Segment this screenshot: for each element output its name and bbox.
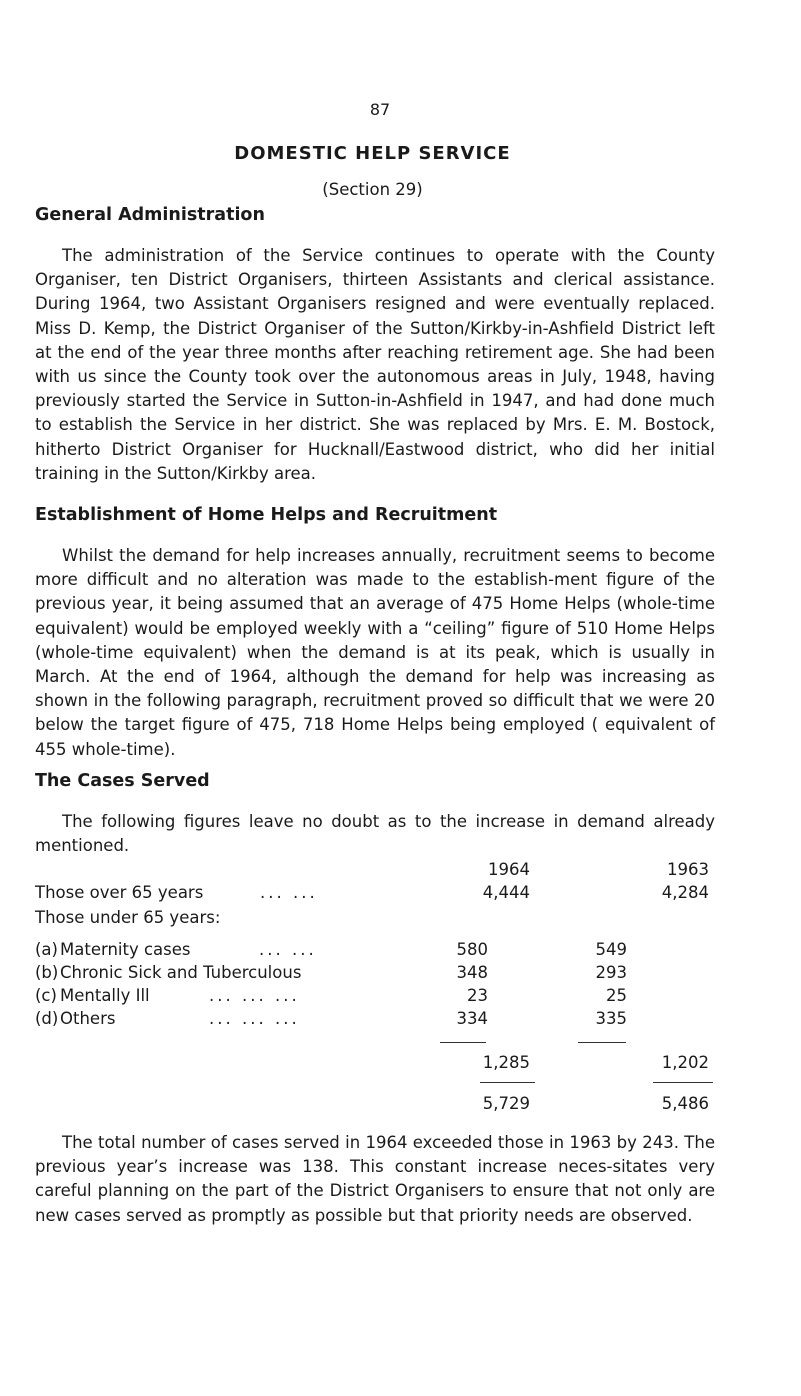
row-letter: (d) <box>35 1009 59 1028</box>
value-1963: 549 <box>595 940 627 959</box>
table-row-over-65 <box>0 883 801 907</box>
row-label: Others <box>60 1009 116 1028</box>
leader-dots: ... ... ... <box>209 1009 300 1028</box>
row-label: Chronic Sick and Tuberculous <box>60 963 302 982</box>
year-1963-header: 1963 <box>667 860 709 879</box>
value-1964: 334 <box>456 1009 488 1028</box>
cases-served-intro: The following figures leave no doubt as to the increase in demand already mentioned. <box>35 812 715 856</box>
subtotal-rule-1964 <box>440 1042 486 1043</box>
row-letter: (b) <box>35 963 59 982</box>
value-1964: 5,729 <box>482 1094 530 1113</box>
value-1964: 348 <box>456 963 488 982</box>
table-row <box>0 1009 801 1033</box>
row-letter: (a) <box>35 940 58 959</box>
value-1963: 1,202 <box>661 1053 709 1072</box>
table-row-under-65-total <box>0 1053 801 1077</box>
establishment-heading: Establishment of Home Helps and Recruitment <box>35 505 498 525</box>
leader-dots: ... ... <box>260 883 318 902</box>
row-label: Those under 65 years: <box>35 908 221 927</box>
value-1963: 4,284 <box>661 883 709 902</box>
row-label: Those over 65 years <box>35 883 204 902</box>
value-1964: 1,285 <box>482 1053 530 1072</box>
cases-served-heading: The Cases Served <box>35 771 210 791</box>
leader-dots: ... ... <box>259 940 317 959</box>
row-letter: (c) <box>35 986 57 1005</box>
subtotal-rule-1963 <box>578 1042 626 1043</box>
value-1964: 23 <box>467 986 488 1005</box>
value-1964: 580 <box>456 940 488 959</box>
general-administration-text: The administration of the Service continues to operate with the County Organiser, ten District Organisers, thirteen Assistants and clerical assistance. During 1964, two Assistant Organisers resigned and were eventually replaced. Miss D. Kemp, the District Organiser of the Sutton/Kirkby-in-Ashfield District left at the end of the year three months after reaching retirement age. She had been with us since the County took over the autonomous areas in July, 1948, having previously started the Service in Sutton-in-Ashfield in 1947, and had done much to establish the Service in her district. She was replaced by Mrs. E. M. Bostock, hitherto District Organiser for Hucknall/Eastwood district, who did her initial training in the Sutton/Kirkby area. <box>35 246 715 483</box>
leader-dots: ... ... ... <box>209 986 300 1005</box>
year-1964-header: 1964 <box>488 860 530 879</box>
table-row <box>0 940 801 964</box>
cases-served-closing: The total number of cases served in 1964 exceeded those in 1963 by 243. The previous year’s increase was 138. This constant increase neces-sitates very careful planning on the part of the District Organisers to ensure that not only are new cases served as promptly as possible but that priority needs are observed. <box>35 1133 715 1225</box>
page-number: 87 <box>369 100 391 119</box>
row-label: Mentally Ill <box>60 986 150 1005</box>
value-1964: 4,444 <box>482 883 530 902</box>
general-administration-heading: General Administration <box>35 205 265 225</box>
total-rule-1964 <box>480 1082 535 1083</box>
total-rule-1963 <box>653 1082 713 1083</box>
row-label: Maternity cases <box>60 940 191 959</box>
page-title: DOMESTIC HELP SERVICE <box>234 143 511 164</box>
table-row-under-65-label <box>0 908 801 932</box>
table-row <box>0 963 801 987</box>
table-row-grand-total <box>0 1094 801 1118</box>
page-subtitle: (Section 29) <box>322 180 423 199</box>
value-1963: 25 <box>606 986 627 1005</box>
value-1963: 5,486 <box>661 1094 709 1113</box>
table-row <box>0 986 801 1010</box>
value-1963: 293 <box>595 963 627 982</box>
establishment-text: Whilst the demand for help increases annually, recruitment seems to become more difficult and no alteration was made to the establish-ment figure of the previous year, it being assumed that an average of 475 Home Helps (whole-time equivalent) would be employed weekly with a “ceiling” figure of 510 Home Helps (whole-time equivalent) when the demand is at its peak, which is usually in March. At the end of 1964, although the demand for help was increasing as shown in the following paragraph, recruitment proved so difficult that we were 20 below the target figure of 475, 718 Home Helps being employed ( equivalent of 455 whole-time). <box>35 546 715 759</box>
value-1963: 335 <box>595 1009 627 1028</box>
table-header-row <box>0 860 801 884</box>
